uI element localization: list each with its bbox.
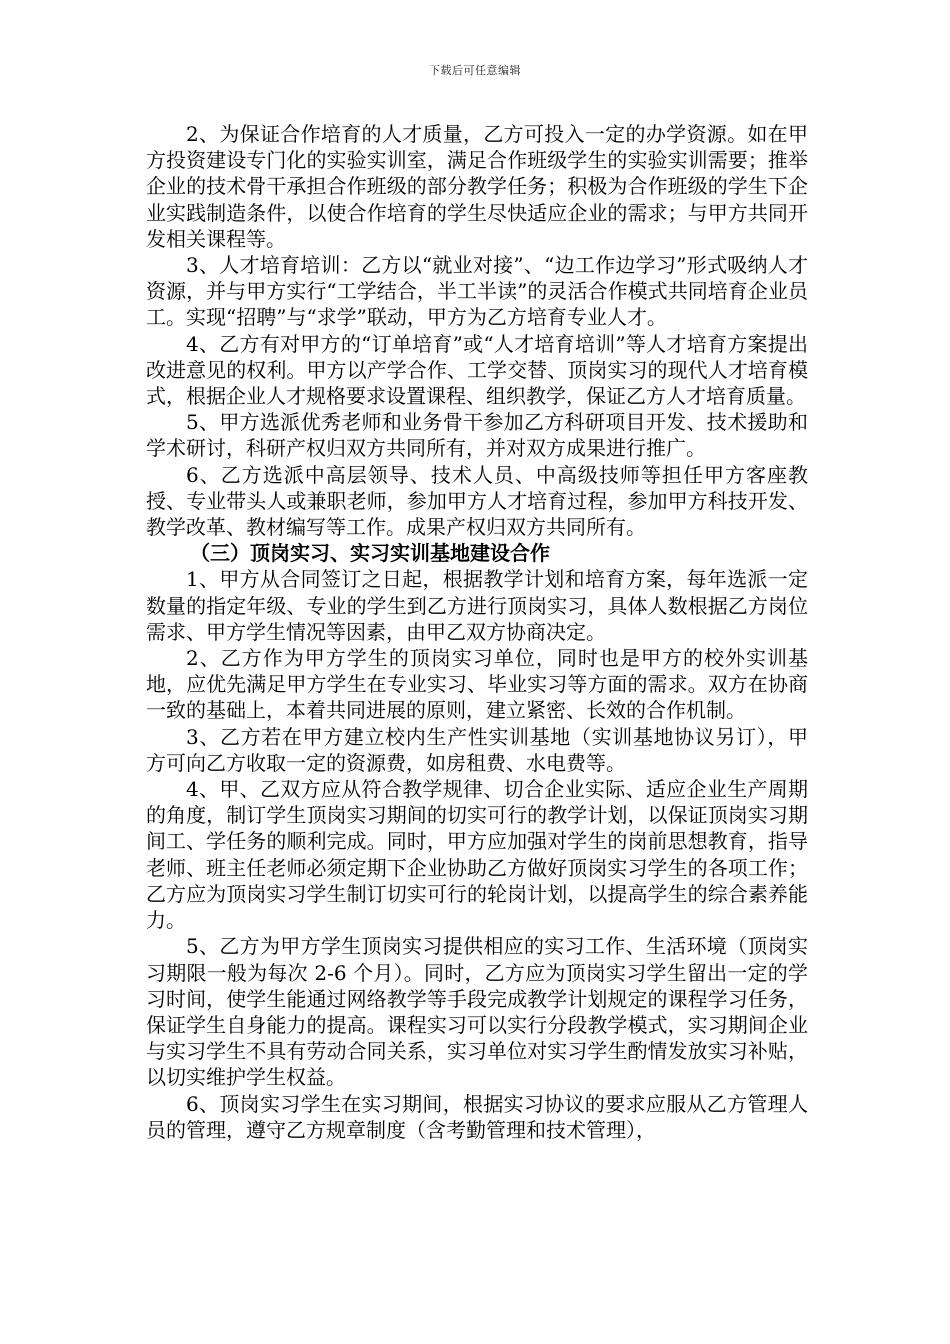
- paragraph-2: 2、为保证合作培育的人才质量，乙方可投入一定的办学资源。如在甲方投资建设专门化的实验实训室，满足合作班级学生的实验实训需要；推举企业的技术骨干承担合作班级的部分教学任务；积极为合作班级的学生下企业实践制造条件，以使合作培育的学生尽快适应企业的需求；与甲方共同开发相关课程等。: [146, 122, 808, 251]
- section3-paragraph-5: 5、乙方为甲方学生顶岗实习提供相应的实习工作、生活环境（顶岗实习期限一般为每次 2-6 个月）。同时，乙方应为顶岗实习学生留出一定的学习时间，使学生能通过网络教学等手段完成教学计划规定的课程学习任务，保证学生自身能力的提高。课程实习可以实行分段教学模式，实习期间企业与实习学生不具有劳动合同关系，实习单位对实习学生酌情发放实习补贴，以切实维护学生权益。: [146, 934, 808, 1090]
- paragraph-6: 6、乙方选派中高层领导、技术人员、中高级技师等担任甲方客座教授、专业带头人或兼职老师，参加甲方人才培育过程，参加甲方科技开发、教学改革、教材编写等工作。成果产权归双方共同所有。: [146, 462, 808, 540]
- paragraph-3: 3、人才培育培训：乙方以“就业对接”、“边工作边学习”形式吸纳人才资源，并与甲方实行“工学结合，半工半读”的灵活合作模式共同培育企业员工。实现“招聘”与“求学”联动，甲方为乙方培育专业人才。: [146, 253, 808, 330]
- paragraph-4: 4、乙方有对甲方的“订单培育”或“人才培育培训”等人才培育方案提出改进意见的权利。甲方以产学合作、工学交替、顶岗实习的现代人才培育模式，根据企业人才规格要求设置课程、组织教学，保证乙方人才培育质量。: [146, 331, 808, 409]
- paragraph-5: 5、甲方选派优秀老师和业务骨干参加乙方科研项目开发、技术援助和学术研讨，科研产权归双方共同所有，并对双方成果进行推广。: [146, 410, 808, 461]
- section3-paragraph-6: 6、顶岗实习学生在实习期间，根据实习协议的要求应服从乙方管理人员的管理，遵守乙方规章制度（含考勤管理和技术管理），: [146, 1091, 808, 1142]
- page-header: 下载后可任意编辑: [429, 64, 521, 77]
- section3-paragraph-4: 4、甲、乙双方应从符合教学规律、切合企业实际、适应企业生产周期的角度，制订学生顶岗实习期间的切实可行的教学计划，以保证顶岗实习期间工、学任务的顺利完成。同时，甲方应加强对学生的岗前思想教育，指导老师、班主任老师必须定期下企业协助乙方做好顶岗实习学生的各项工作；乙方应为顶岗实习学生制订切实可行的轮岗计划，以提高学生的综合素养能力。: [146, 777, 808, 933]
- section-heading: （三）顶岗实习、实习实训基地建设合作: [190, 541, 550, 566]
- section3-paragraph-1: 1、甲方从合同签订之日起，根据教学计划和培育方案，每年选派一定数量的指定年级、专业的学生到乙方进行顶岗实习，具体人数根据乙方岗位需求、甲方学生情况等因素，由甲乙双方协商决定。: [146, 567, 808, 644]
- section3-paragraph-2: 2、乙方作为甲方学生的顶岗实习单位，同时也是甲方的校外实训基地，应优先满足甲方学生在专业实习、毕业实习等方面的需求。双方在协商一致的基础上，本着共同进展的原则，建立紧密、长效的合作机制。: [146, 646, 808, 723]
- section3-paragraph-3: 3、乙方若在甲方建立校内生产性实训基地（实训基地协议另订），甲方可向乙方收取一定的资源费，如房租费、水电费等。: [146, 724, 808, 775]
- document-body: [146, 121, 808, 1143]
